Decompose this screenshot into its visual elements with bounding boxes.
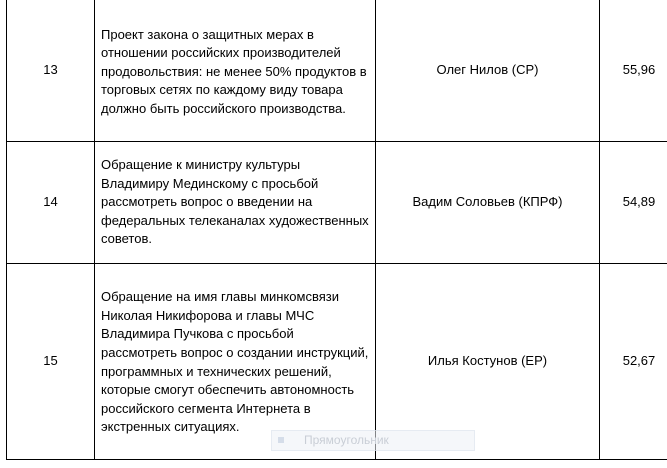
table-row	[7, 0, 667, 142]
table-row	[7, 142, 667, 264]
row-description-text: Обращение к министру культуры Владимиру Мединскому с просьбой рассмотреть вопрос о введении на федеральных телеканалах художественных советов.	[101, 157, 369, 247]
row-number-cell: 15	[7, 264, 95, 460]
row-author-cell: Илья Костунов (ЕР)	[376, 264, 600, 460]
row-votes-cell: 52,67	[600, 264, 667, 460]
row-author-cell: Олег Нилов (СР)	[376, 0, 600, 142]
row-number-cell: 13	[7, 0, 95, 142]
row-description-cell	[95, 0, 376, 142]
row-description-text: Проект закона о защитных мерах в отношении российских производителей продовольствия: не менее 50% продуктов в торговых сетях по каждому виду товара должно быть российского производства.	[101, 26, 367, 116]
row-number-cell: 14	[7, 142, 95, 264]
rectangle-shape-icon	[278, 437, 284, 443]
row-description-cell	[95, 142, 376, 264]
shape-overlay-label: Прямоугольник	[304, 433, 389, 447]
row-author-cell: Вадим Соловьев (КПРФ)	[376, 142, 600, 264]
shape-selection-overlay[interactable]	[271, 430, 475, 451]
row-votes-cell: 54,89	[600, 142, 667, 264]
row-description-text: Обращение на имя главы минкомсвязи Николая Никифорова и главы МЧС Владимира Пучкова с просьбой рассмотреть вопрос о создании инструкций, программных и технических решений, которые смогут обеспечить автономность российского сегмента Интернета в экстренных ситуациях.	[101, 289, 369, 435]
row-votes-cell: 55,96	[600, 0, 667, 142]
proposals-table	[6, 0, 667, 460]
